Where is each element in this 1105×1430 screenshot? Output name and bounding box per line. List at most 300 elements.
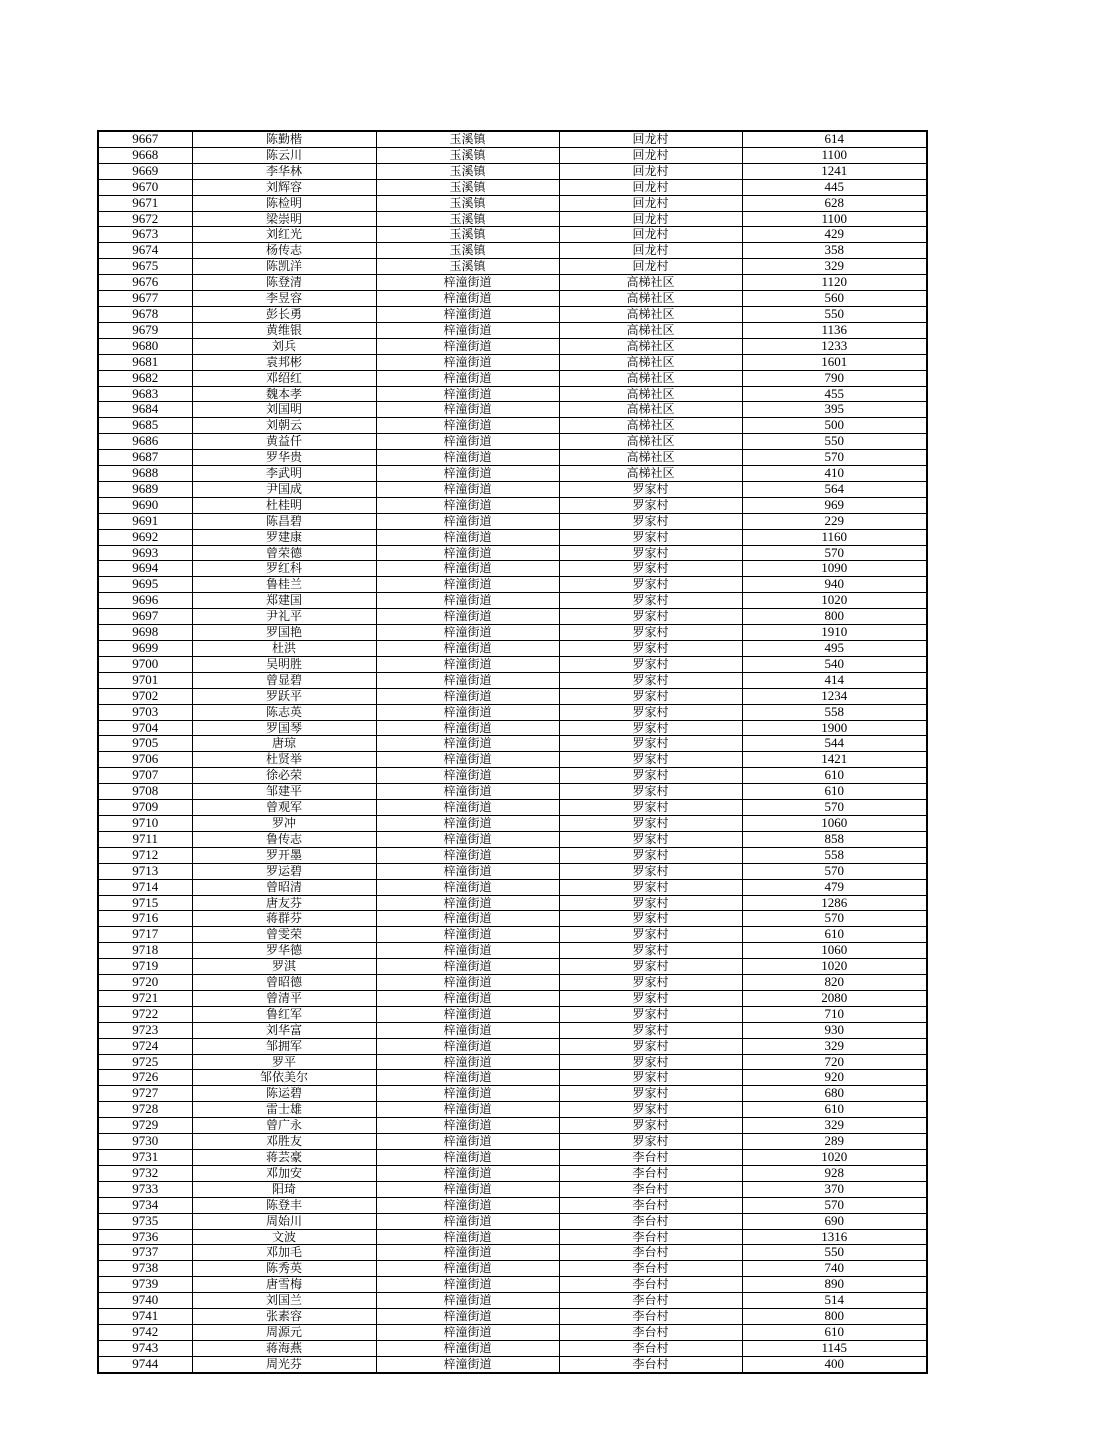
amount-cell: 628	[742, 195, 927, 211]
row-number-cell: 9725	[98, 1054, 192, 1070]
roster-table-body	[98, 131, 927, 1373]
village-cell: 回龙村	[559, 163, 742, 179]
row-number-cell: 9669	[98, 163, 192, 179]
town-cell: 梓潼街道	[376, 1086, 559, 1102]
person-name-cell: 郑建国	[192, 593, 376, 609]
village-cell: 李台村	[559, 1277, 742, 1293]
village-cell: 高梯社区	[559, 386, 742, 402]
amount-cell: 570	[742, 450, 927, 466]
town-cell: 梓潼街道	[376, 609, 559, 625]
table-row	[98, 641, 927, 657]
amount-cell: 1090	[742, 561, 927, 577]
person-name-cell: 罗华德	[192, 943, 376, 959]
village-cell: 罗家村	[559, 641, 742, 657]
village-cell: 罗家村	[559, 975, 742, 991]
village-cell: 回龙村	[559, 131, 742, 147]
amount-cell: 1241	[742, 163, 927, 179]
town-cell: 玉溪镇	[376, 211, 559, 227]
table-row	[98, 211, 927, 227]
person-name-cell: 曾雯荣	[192, 927, 376, 943]
town-cell: 梓潼街道	[376, 815, 559, 831]
table-row	[98, 1022, 927, 1038]
person-name-cell: 蒋芸豪	[192, 1150, 376, 1166]
village-cell: 罗家村	[559, 625, 742, 641]
table-row	[98, 291, 927, 307]
person-name-cell: 唐雪梅	[192, 1277, 376, 1293]
village-cell: 罗家村	[559, 927, 742, 943]
row-number-cell: 9719	[98, 959, 192, 975]
town-cell: 梓潼街道	[376, 1134, 559, 1150]
person-name-cell: 陈凯洋	[192, 259, 376, 275]
table-row	[98, 259, 927, 275]
table-row	[98, 784, 927, 800]
amount-cell: 1060	[742, 815, 927, 831]
town-cell: 梓潼街道	[376, 1022, 559, 1038]
village-cell: 罗家村	[559, 831, 742, 847]
village-cell: 李台村	[559, 1356, 742, 1372]
person-name-cell: 鲁红军	[192, 1006, 376, 1022]
village-cell: 高梯社区	[559, 306, 742, 322]
person-name-cell: 邓胜友	[192, 1134, 376, 1150]
town-cell: 梓潼街道	[376, 497, 559, 513]
row-number-cell: 9703	[98, 704, 192, 720]
table-row	[98, 1118, 927, 1134]
person-name-cell: 刘辉容	[192, 179, 376, 195]
person-name-cell: 陈云川	[192, 147, 376, 163]
village-cell: 罗家村	[559, 609, 742, 625]
person-name-cell: 唐琼	[192, 736, 376, 752]
table-row	[98, 943, 927, 959]
amount-cell: 890	[742, 1277, 927, 1293]
amount-cell: 1234	[742, 688, 927, 704]
table-row	[98, 911, 927, 927]
row-number-cell: 9689	[98, 481, 192, 497]
row-number-cell: 9717	[98, 927, 192, 943]
amount-cell: 495	[742, 641, 927, 657]
person-name-cell: 罗平	[192, 1054, 376, 1070]
row-number-cell: 9740	[98, 1293, 192, 1309]
town-cell: 梓潼街道	[376, 1118, 559, 1134]
table-row	[98, 625, 927, 641]
row-number-cell: 9675	[98, 259, 192, 275]
table-row	[98, 863, 927, 879]
amount-cell: 1020	[742, 593, 927, 609]
person-name-cell: 罗淇	[192, 959, 376, 975]
person-name-cell: 袁邦彬	[192, 354, 376, 370]
amount-cell: 500	[742, 418, 927, 434]
table-row	[98, 1086, 927, 1102]
village-cell: 罗家村	[559, 895, 742, 911]
village-cell: 罗家村	[559, 672, 742, 688]
town-cell: 梓潼街道	[376, 720, 559, 736]
amount-cell: 514	[742, 1293, 927, 1309]
village-cell: 罗家村	[559, 497, 742, 513]
town-cell: 梓潼街道	[376, 561, 559, 577]
table-row	[98, 402, 927, 418]
row-number-cell: 9732	[98, 1165, 192, 1181]
row-number-cell: 9708	[98, 784, 192, 800]
village-cell: 高梯社区	[559, 322, 742, 338]
amount-cell: 329	[742, 259, 927, 275]
table-row	[98, 275, 927, 291]
amount-cell: 570	[742, 800, 927, 816]
town-cell: 梓潼街道	[376, 625, 559, 641]
town-cell: 梓潼街道	[376, 275, 559, 291]
amount-cell: 614	[742, 131, 927, 147]
row-number-cell: 9694	[98, 561, 192, 577]
town-cell: 梓潼街道	[376, 466, 559, 482]
person-name-cell: 蒋海燕	[192, 1340, 376, 1356]
row-number-cell: 9688	[98, 466, 192, 482]
person-name-cell: 阳琦	[192, 1181, 376, 1197]
person-name-cell: 邓加安	[192, 1165, 376, 1181]
town-cell: 梓潼街道	[376, 402, 559, 418]
row-number-cell: 9721	[98, 990, 192, 1006]
village-cell: 高梯社区	[559, 354, 742, 370]
row-number-cell: 9720	[98, 975, 192, 991]
row-number-cell: 9686	[98, 434, 192, 450]
row-number-cell: 9685	[98, 418, 192, 434]
person-name-cell: 杜贤举	[192, 752, 376, 768]
amount-cell: 1286	[742, 895, 927, 911]
person-name-cell: 黄益仟	[192, 434, 376, 450]
person-name-cell: 刘红光	[192, 227, 376, 243]
village-cell: 回龙村	[559, 243, 742, 259]
person-name-cell: 邓加毛	[192, 1245, 376, 1261]
person-name-cell: 鲁桂兰	[192, 577, 376, 593]
table-row	[98, 688, 927, 704]
amount-cell: 395	[742, 402, 927, 418]
village-cell: 罗家村	[559, 1118, 742, 1134]
village-cell: 罗家村	[559, 720, 742, 736]
village-cell: 回龙村	[559, 227, 742, 243]
person-name-cell: 李华林	[192, 163, 376, 179]
town-cell: 梓潼街道	[376, 529, 559, 545]
person-name-cell: 李武明	[192, 466, 376, 482]
village-cell: 回龙村	[559, 195, 742, 211]
town-cell: 梓潼街道	[376, 1277, 559, 1293]
town-cell: 梓潼街道	[376, 943, 559, 959]
amount-cell: 400	[742, 1356, 927, 1372]
village-cell: 罗家村	[559, 1022, 742, 1038]
amount-cell: 1120	[742, 275, 927, 291]
table-row	[98, 1197, 927, 1213]
table-row	[98, 609, 927, 625]
person-name-cell: 刘国兰	[192, 1293, 376, 1309]
village-cell: 罗家村	[559, 1038, 742, 1054]
town-cell: 梓潼街道	[376, 1181, 559, 1197]
amount-cell: 564	[742, 481, 927, 497]
table-row	[98, 338, 927, 354]
village-cell: 罗家村	[559, 990, 742, 1006]
table-row	[98, 656, 927, 672]
row-number-cell: 9701	[98, 672, 192, 688]
row-number-cell: 9735	[98, 1213, 192, 1229]
town-cell: 梓潼街道	[376, 1054, 559, 1070]
village-cell: 罗家村	[559, 1006, 742, 1022]
table-row	[98, 1245, 927, 1261]
village-cell: 高梯社区	[559, 466, 742, 482]
amount-cell: 610	[742, 1324, 927, 1340]
row-number-cell: 9671	[98, 195, 192, 211]
table-row	[98, 1261, 927, 1277]
person-name-cell: 梁崇明	[192, 211, 376, 227]
village-cell: 罗家村	[559, 784, 742, 800]
amount-cell: 690	[742, 1213, 927, 1229]
person-name-cell: 周源元	[192, 1324, 376, 1340]
table-row	[98, 450, 927, 466]
person-name-cell: 徐必荣	[192, 768, 376, 784]
town-cell: 梓潼街道	[376, 481, 559, 497]
village-cell: 李台村	[559, 1324, 742, 1340]
person-name-cell: 刘华富	[192, 1022, 376, 1038]
town-cell: 梓潼街道	[376, 1102, 559, 1118]
village-cell: 李台村	[559, 1309, 742, 1325]
amount-cell: 410	[742, 466, 927, 482]
town-cell: 梓潼街道	[376, 322, 559, 338]
town-cell: 梓潼街道	[376, 577, 559, 593]
person-name-cell: 曾显碧	[192, 672, 376, 688]
person-name-cell: 罗跃平	[192, 688, 376, 704]
amount-cell: 1100	[742, 147, 927, 163]
person-name-cell: 陈勤楷	[192, 131, 376, 147]
town-cell: 梓潼街道	[376, 1229, 559, 1245]
row-number-cell: 9738	[98, 1261, 192, 1277]
person-name-cell: 周光芬	[192, 1356, 376, 1372]
table-row	[98, 672, 927, 688]
village-cell: 李台村	[559, 1261, 742, 1277]
row-number-cell: 9723	[98, 1022, 192, 1038]
person-name-cell: 蒋群芬	[192, 911, 376, 927]
row-number-cell: 9722	[98, 1006, 192, 1022]
row-number-cell: 9693	[98, 545, 192, 561]
village-cell: 罗家村	[559, 911, 742, 927]
town-cell: 梓潼街道	[376, 768, 559, 784]
town-cell: 梓潼街道	[376, 990, 559, 1006]
amount-cell: 930	[742, 1022, 927, 1038]
table-row	[98, 466, 927, 482]
person-name-cell: 陈检明	[192, 195, 376, 211]
table-row	[98, 1277, 927, 1293]
town-cell: 梓潼街道	[376, 1356, 559, 1372]
table-row	[98, 800, 927, 816]
table-row	[98, 1293, 927, 1309]
village-cell: 李台村	[559, 1340, 742, 1356]
table-row	[98, 1038, 927, 1054]
table-row	[98, 386, 927, 402]
amount-cell: 558	[742, 704, 927, 720]
row-number-cell: 9730	[98, 1134, 192, 1150]
town-cell: 梓潼街道	[376, 1165, 559, 1181]
village-cell: 高梯社区	[559, 370, 742, 386]
amount-cell: 558	[742, 847, 927, 863]
amount-cell: 790	[742, 370, 927, 386]
table-row	[98, 990, 927, 1006]
row-number-cell: 9739	[98, 1277, 192, 1293]
village-cell: 罗家村	[559, 1086, 742, 1102]
village-cell: 罗家村	[559, 593, 742, 609]
table-row	[98, 1356, 927, 1372]
amount-cell: 289	[742, 1134, 927, 1150]
town-cell: 梓潼街道	[376, 354, 559, 370]
table-row	[98, 1229, 927, 1245]
town-cell: 梓潼街道	[376, 513, 559, 529]
person-name-cell: 罗冲	[192, 815, 376, 831]
town-cell: 梓潼街道	[376, 386, 559, 402]
row-number-cell: 9677	[98, 291, 192, 307]
row-number-cell: 9731	[98, 1150, 192, 1166]
row-number-cell: 9692	[98, 529, 192, 545]
amount-cell: 445	[742, 179, 927, 195]
village-cell: 回龙村	[559, 259, 742, 275]
town-cell: 梓潼街道	[376, 672, 559, 688]
table-row	[98, 1070, 927, 1086]
table-row	[98, 1054, 927, 1070]
row-number-cell: 9679	[98, 322, 192, 338]
table-row	[98, 879, 927, 895]
village-cell: 高梯社区	[559, 402, 742, 418]
amount-cell: 550	[742, 434, 927, 450]
town-cell: 梓潼街道	[376, 895, 559, 911]
village-cell: 罗家村	[559, 688, 742, 704]
amount-cell: 1910	[742, 625, 927, 641]
row-number-cell: 9742	[98, 1324, 192, 1340]
village-cell: 罗家村	[559, 959, 742, 975]
table-row	[98, 418, 927, 434]
town-cell: 玉溪镇	[376, 179, 559, 195]
row-number-cell: 9706	[98, 752, 192, 768]
town-cell: 梓潼街道	[376, 879, 559, 895]
amount-cell: 329	[742, 1118, 927, 1134]
table-row	[98, 163, 927, 179]
town-cell: 梓潼街道	[376, 1213, 559, 1229]
amount-cell: 329	[742, 1038, 927, 1054]
person-name-cell: 陈志英	[192, 704, 376, 720]
row-number-cell: 9726	[98, 1070, 192, 1086]
town-cell: 梓潼街道	[376, 975, 559, 991]
table-row	[98, 927, 927, 943]
amount-cell: 1233	[742, 338, 927, 354]
town-cell: 玉溪镇	[376, 259, 559, 275]
table-row	[98, 975, 927, 991]
town-cell: 梓潼街道	[376, 1070, 559, 1086]
person-name-cell: 刘国明	[192, 402, 376, 418]
table-row	[98, 1165, 927, 1181]
amount-cell: 610	[742, 768, 927, 784]
town-cell: 梓潼街道	[376, 434, 559, 450]
row-number-cell: 9729	[98, 1118, 192, 1134]
town-cell: 玉溪镇	[376, 243, 559, 259]
table-row	[98, 1309, 927, 1325]
row-number-cell: 9683	[98, 386, 192, 402]
village-cell: 罗家村	[559, 656, 742, 672]
town-cell: 梓潼街道	[376, 704, 559, 720]
village-cell: 李台村	[559, 1293, 742, 1309]
row-number-cell: 9690	[98, 497, 192, 513]
amount-cell: 544	[742, 736, 927, 752]
row-number-cell: 9704	[98, 720, 192, 736]
town-cell: 梓潼街道	[376, 800, 559, 816]
table-row	[98, 497, 927, 513]
village-cell: 罗家村	[559, 561, 742, 577]
row-number-cell: 9712	[98, 847, 192, 863]
amount-cell: 1060	[742, 943, 927, 959]
village-cell: 高梯社区	[559, 434, 742, 450]
village-cell: 高梯社区	[559, 291, 742, 307]
table-row	[98, 736, 927, 752]
person-name-cell: 曾荣德	[192, 545, 376, 561]
village-cell: 罗家村	[559, 1054, 742, 1070]
person-name-cell: 邹依美尔	[192, 1070, 376, 1086]
table-row	[98, 354, 927, 370]
row-number-cell: 9728	[98, 1102, 192, 1118]
person-name-cell: 黄维银	[192, 322, 376, 338]
row-number-cell: 9697	[98, 609, 192, 625]
row-number-cell: 9674	[98, 243, 192, 259]
amount-cell: 610	[742, 784, 927, 800]
person-name-cell: 邹拥军	[192, 1038, 376, 1054]
town-cell: 梓潼街道	[376, 1293, 559, 1309]
village-cell: 李台村	[559, 1181, 742, 1197]
amount-cell: 358	[742, 243, 927, 259]
person-name-cell: 张素容	[192, 1309, 376, 1325]
table-row	[98, 322, 927, 338]
person-name-cell: 鲁传志	[192, 831, 376, 847]
person-name-cell: 罗华贵	[192, 450, 376, 466]
row-number-cell: 9714	[98, 879, 192, 895]
town-cell: 梓潼街道	[376, 847, 559, 863]
table-row	[98, 593, 927, 609]
table-row	[98, 243, 927, 259]
row-number-cell: 9741	[98, 1309, 192, 1325]
person-name-cell: 邓绍红	[192, 370, 376, 386]
town-cell: 梓潼街道	[376, 291, 559, 307]
town-cell: 梓潼街道	[376, 1006, 559, 1022]
amount-cell: 570	[742, 545, 927, 561]
town-cell: 玉溪镇	[376, 195, 559, 211]
row-number-cell: 9744	[98, 1356, 192, 1372]
person-name-cell: 周始川	[192, 1213, 376, 1229]
person-name-cell: 邹建平	[192, 784, 376, 800]
table-row	[98, 1213, 927, 1229]
table-row	[98, 1006, 927, 1022]
town-cell: 玉溪镇	[376, 163, 559, 179]
town-cell: 梓潼街道	[376, 1261, 559, 1277]
person-name-cell: 罗国琴	[192, 720, 376, 736]
amount-cell: 610	[742, 927, 927, 943]
row-number-cell: 9715	[98, 895, 192, 911]
town-cell: 梓潼街道	[376, 688, 559, 704]
table-row	[98, 831, 927, 847]
village-cell: 李台村	[559, 1245, 742, 1261]
town-cell: 梓潼街道	[376, 911, 559, 927]
village-cell: 罗家村	[559, 1102, 742, 1118]
person-name-cell: 曾广永	[192, 1118, 376, 1134]
table-row	[98, 513, 927, 529]
amount-cell: 370	[742, 1181, 927, 1197]
town-cell: 玉溪镇	[376, 131, 559, 147]
row-number-cell: 9734	[98, 1197, 192, 1213]
village-cell: 罗家村	[559, 943, 742, 959]
person-name-cell: 彭长勇	[192, 306, 376, 322]
town-cell: 梓潼街道	[376, 1309, 559, 1325]
person-name-cell: 魏本孝	[192, 386, 376, 402]
person-name-cell: 李昱容	[192, 291, 376, 307]
town-cell: 梓潼街道	[376, 863, 559, 879]
village-cell: 罗家村	[559, 847, 742, 863]
table-row	[98, 227, 927, 243]
person-name-cell: 杜桂明	[192, 497, 376, 513]
